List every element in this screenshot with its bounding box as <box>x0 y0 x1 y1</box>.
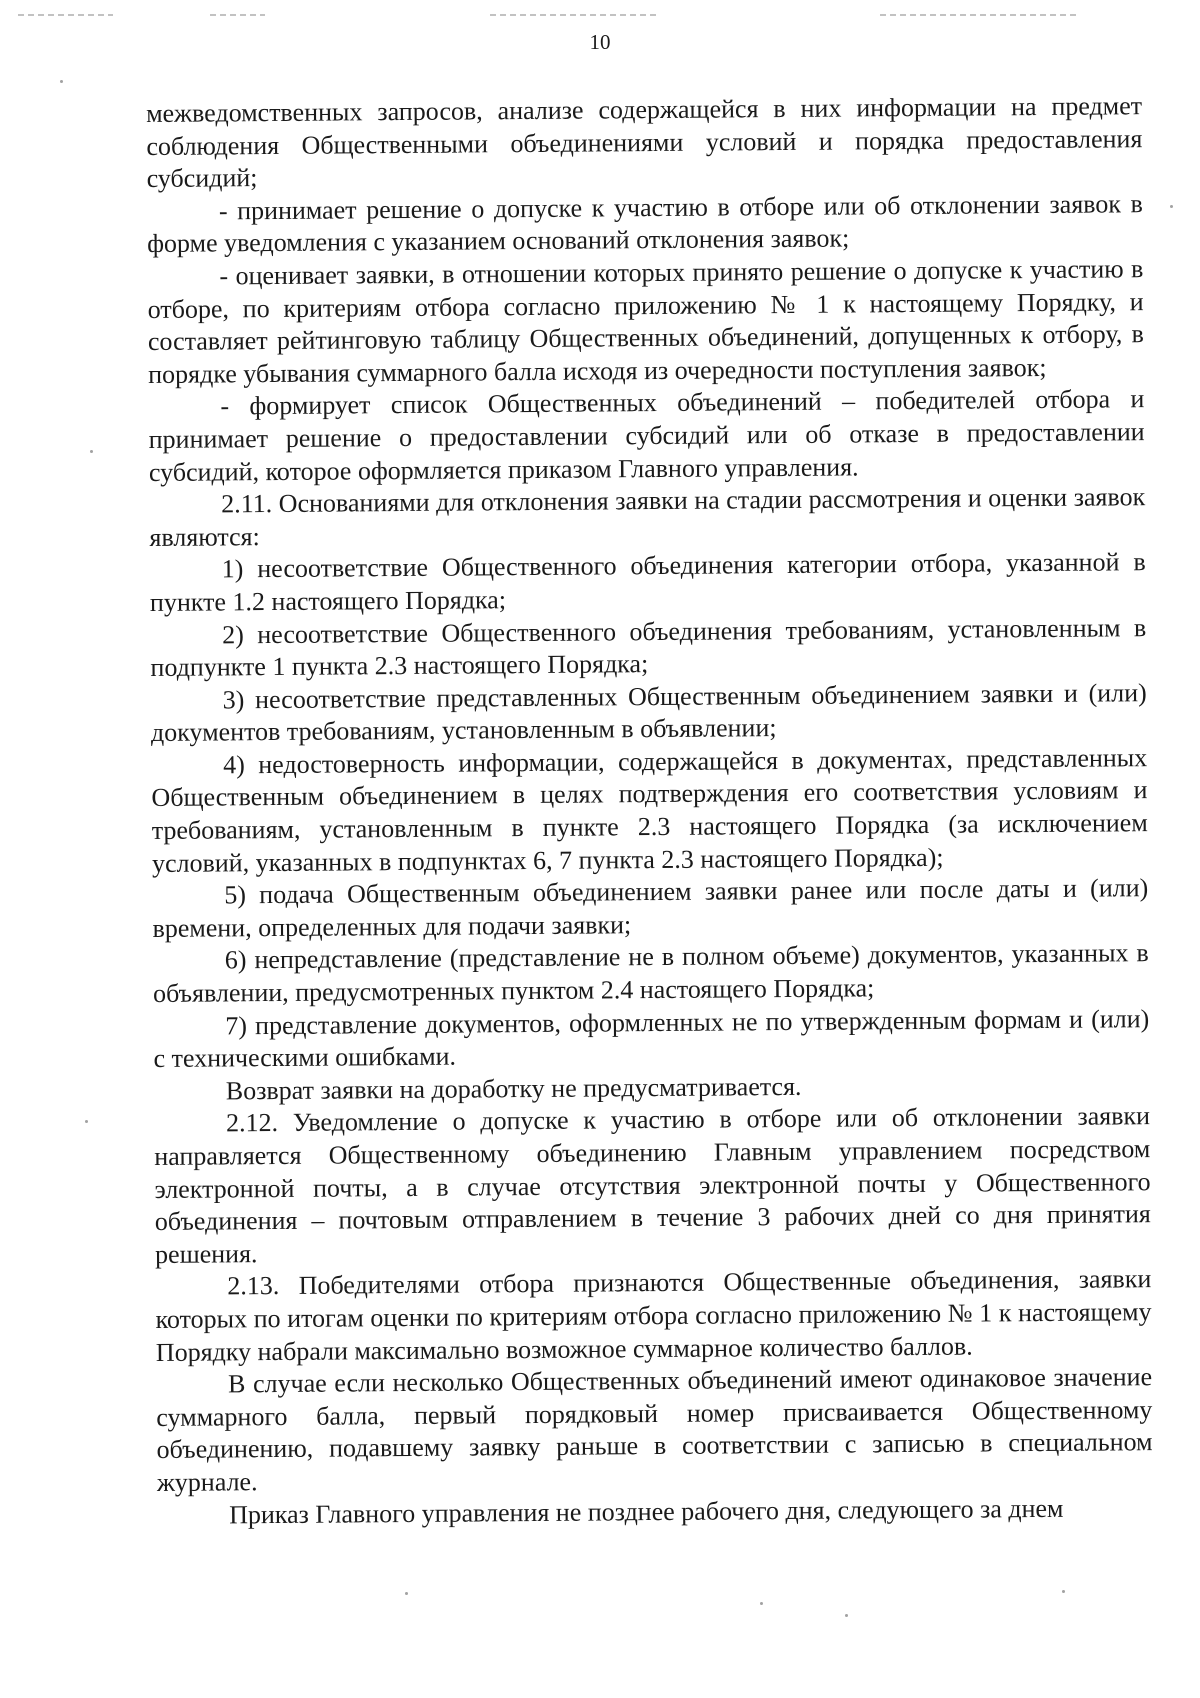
paragraph: 7) представление документов, оформленных не по утвержденным формам и (или) с техническими ошибками. <box>153 1003 1150 1074</box>
scan-speck <box>405 1592 408 1595</box>
paragraph: - формирует список Общественных объединений – победителей отбора и принимает решение о предоставлении субсидий или об отказе в предоставлении субсидий, которое оформляется приказом Главного управления. <box>148 384 1145 487</box>
document-body <box>146 90 1153 1532</box>
paragraph: - принимает решение о допуске к участию в отборе или об отклонении заявок в форме уведомления с указанием оснований отклонения заявок; <box>147 188 1143 259</box>
paragraph: 5) подача Общественным объединением заявки ранее или после даты и (или) времени, определенных для подачи заявки; <box>152 873 1149 943</box>
scan-speck <box>845 1614 848 1617</box>
paragraph: Приказ Главного управления не позднее рабочего дня, следующего за днем <box>229 1493 1064 1529</box>
paragraph: межведомственных запросов, анализе содержащейся в них информации на предмет соблюдения Общественными объединениями условий и порядка предоставления субсидий; <box>146 91 1143 194</box>
paragraph: Возврат заявки на доработку не предусматривается. <box>225 1071 802 1106</box>
paragraph: 2) несоответствие Общественного объединения требованиям, установленным в подпункте 1 пункта 2.3 настоящего Порядка; <box>150 612 1147 683</box>
scan-edge-mid <box>210 14 265 16</box>
paragraph: 2.12. Уведомление о допуске к участию в отборе или об отклонении заявки направляется Общественному объединению Главным управлением посредством электронной почты, а в случае отсутствия электронной почты у Общественного объединения – почтовым отправлением в течение 3 рабочих дней со дня принятия решения. <box>154 1101 1151 1269</box>
paragraph: 1) несоответствие Общественного объединения категории отбора, указанной в пункте 1.2 настоящего Порядка; <box>149 547 1146 617</box>
scan-speck <box>1062 1590 1065 1593</box>
paragraph: 3) несоответствие представленных Общественным объединением заявки и (или) документов требованиям, установленным в объявлении; <box>150 677 1147 748</box>
scan-speck <box>90 450 93 453</box>
paragraph: 6) непредставление (представление не в полном объеме) документов, указанных в объявлении, предусмотренных пунктом 2.4 настоящего Порядка; <box>152 938 1149 1009</box>
scan-speck <box>85 1120 88 1123</box>
paragraph: 2.13. Победителями отбора признаются Общественные объединения, заявки которых по итогам оценки по критериям отбора согласно приложению № 1 к настоящему Порядку набрали максимально возможное суммарное количество баллов. <box>155 1264 1152 1367</box>
scan-speck <box>60 80 63 83</box>
page-number: 10 <box>589 30 611 54</box>
paragraph: - оценивает заявки, в отношении которых принято решение о допуске к участию в отборе, по критериям отбора согласно приложению № 1 к настоящему Порядку, и составляет рейтинговую таблицу Общественных объединений, допущенных к отбору, в порядке убывания суммарного балла исходя из очередности поступления заявок; <box>147 254 1144 389</box>
paragraph: 2.11. Основаниями для отклонения заявки на стадии рассмотрения и оценки заявок являются: <box>149 482 1146 552</box>
scan-speck <box>1170 205 1173 208</box>
scan-speck <box>760 1602 763 1605</box>
scan-edge-right <box>490 14 660 16</box>
scan-edge-far-right <box>880 14 1080 16</box>
scan-edge-left <box>18 14 113 16</box>
paragraph: В случае если несколько Общественных объединений имеют одинаковое значение суммарного балла, первый порядковый номер присваивается Общественному объединению, подавшему заявку раньше в соответствии с записью в специальном журнале. <box>156 1362 1153 1497</box>
paragraph: 4) недостоверность информации, содержащейся в документах, представленных Общественным объединением в целях подтверждения его соответствия условиям и требованиям, установленным в пункте 2.3 настоящего Порядка (за исключением условий, указанных в подпунктах 6, 7 пункта 2.3 настоящего Порядка); <box>151 743 1148 878</box>
